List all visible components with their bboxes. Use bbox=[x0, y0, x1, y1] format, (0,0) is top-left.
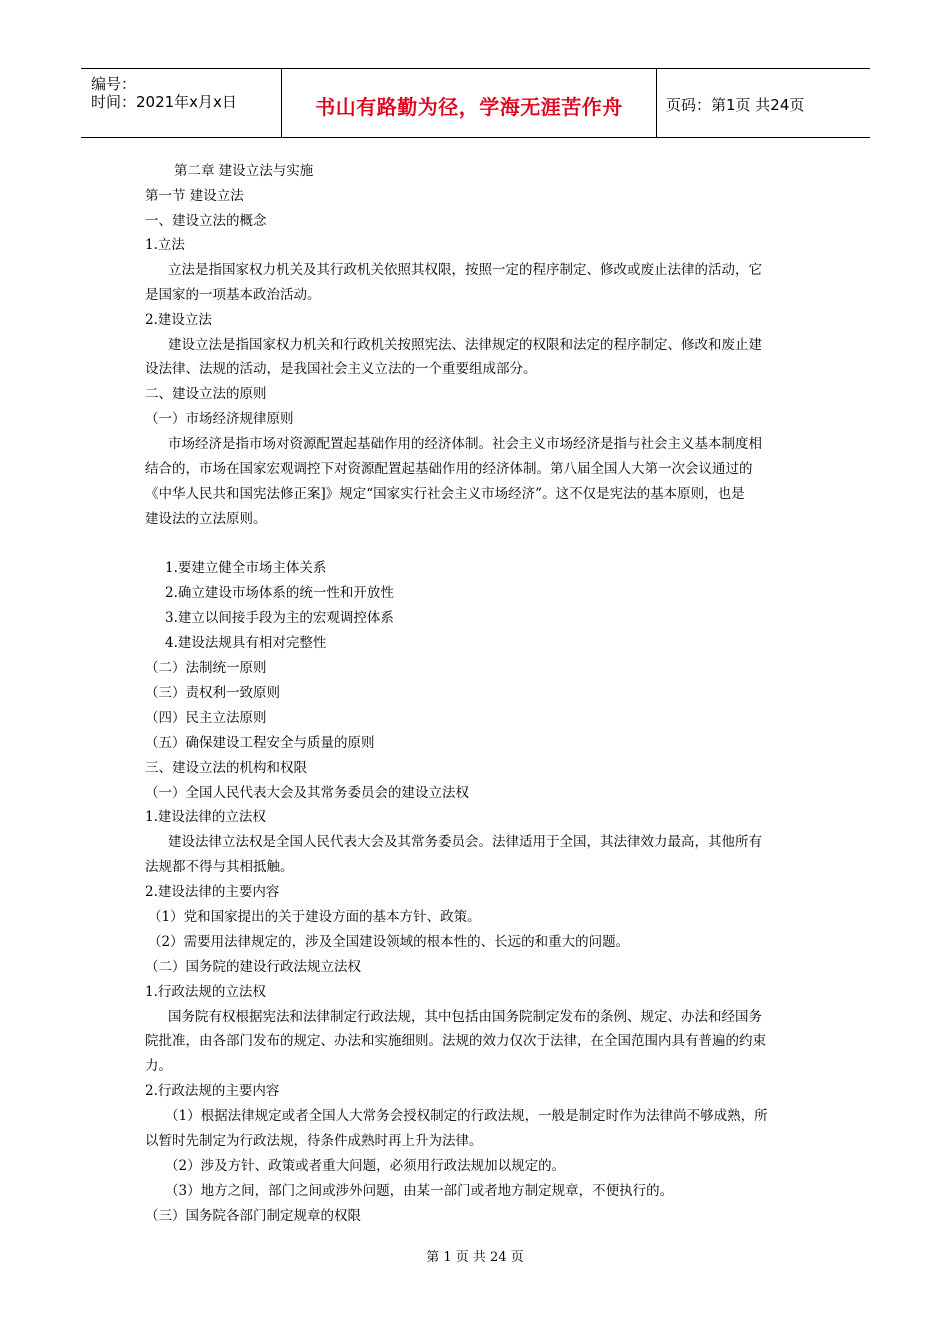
heading: 一、建设立法的概念 bbox=[145, 213, 267, 229]
paragraph-line: 《中华人民共和国宪法修正案]》规定“国家实行社会主义市场经济”。这不仅是宪法的基本原则，也是 bbox=[145, 486, 745, 502]
paragraph-line: 设法律、法规的活动，是我国社会主义立法的一个重要组成部分。 bbox=[145, 361, 537, 377]
subheading: （三）责权利一致原则 bbox=[145, 685, 280, 701]
list-item: 3.建立以间接手段为主的宏观调控体系 bbox=[165, 610, 394, 626]
paragraph-line: 是国家的一项基本政治活动。 bbox=[145, 287, 321, 303]
list-item: （2）需要用法律规定的，涉及全国建设领域的根本性的、长远的和重大的问题。 bbox=[148, 934, 630, 950]
list-item: （1）党和国家提出的关于建设方面的基本方针、政策。 bbox=[148, 909, 481, 925]
subheading: （一）市场经济规律原则 bbox=[145, 411, 294, 427]
subheading: （二）国务院的建设行政法规立法权 bbox=[145, 959, 361, 975]
subheading: （五）确保建设工程安全与质量的原则 bbox=[145, 735, 375, 751]
paragraph-line: 建设立法是指国家权力机关和行政机关按照宪法、法律规定的权限和法定的程序制定、修改和废止建 bbox=[168, 337, 762, 353]
heading: 三、建设立法的机构和权限 bbox=[145, 760, 307, 776]
list-item: （2）涉及方针、政策或者重大问题，必须用行政法规加以规定的。 bbox=[165, 1158, 566, 1174]
paragraph-line: 建设法的立法原则。 bbox=[145, 511, 267, 527]
subheading: 1.行政法规的立法权 bbox=[145, 984, 266, 1000]
subheading: 1.立法 bbox=[145, 237, 185, 253]
list-item: （3）地方之间，部门之间或涉外问题，由某一部门或者地方制定规章，不便执行的。 bbox=[165, 1183, 674, 1199]
paragraph-line: 院批准，由各部门发布的规定、办法和实施细则。法规的效力仅次于法律，在全国范围内具有普遍的约束 bbox=[145, 1033, 766, 1049]
paragraph-line: 市场经济是指市场对资源配置起基础作用的经济体制。社会主义市场经济是指与社会主义基本制度相 bbox=[168, 436, 762, 452]
paragraph-line: （1）根据法律规定或者全国人大常务会授权制定的行政法规，一般是制定时作为法律尚不够成熟，所 bbox=[165, 1108, 768, 1124]
document-header bbox=[81, 68, 870, 138]
paragraph-line: 力。 bbox=[145, 1058, 172, 1074]
subheading: （一）全国人民代表大会及其常务委员会的建设立法权 bbox=[145, 785, 469, 801]
header-meta-cell bbox=[81, 69, 282, 137]
subheading: 1.建设法律的立法权 bbox=[145, 809, 266, 825]
number-label: 编号： bbox=[91, 75, 137, 93]
paragraph-line: 立法是指国家权力机关及其行政机关依照其权限，按照一定的程序制定、修改或废止法律的活动，它 bbox=[168, 262, 762, 278]
paragraph-line: 结合的，市场在国家宏观调控下对资源配置起基础作用的经济体制。第八届全国人大第一次会议通过的 bbox=[145, 461, 753, 477]
slogan: 书山有路勤为径，学海无涯苦作舟 bbox=[315, 95, 623, 119]
paragraph-line: 以暂时先制定为行政法规，待条件成熟时再上升为法律。 bbox=[145, 1133, 483, 1149]
section-title: 第一节 建设立法 bbox=[145, 188, 244, 204]
subheading: （二）法制统一原则 bbox=[145, 660, 267, 676]
paragraph-line: 建设法律立法权是全国人民代表大会及其常务委员会。法律适用于全国，其法律效力最高，其他所有 bbox=[168, 834, 762, 850]
chapter-title: 第二章 建设立法与实施 bbox=[174, 163, 314, 179]
list-item: 2.确立建设市场体系的统一性和开放性 bbox=[165, 585, 394, 601]
paragraph-line: 法规都不得与其相抵触。 bbox=[145, 859, 294, 875]
header-slogan-cell bbox=[282, 69, 657, 137]
subheading: 2.行政法规的主要内容 bbox=[145, 1083, 280, 1099]
subheading: （三）国务院各部门制定规章的权限 bbox=[145, 1208, 361, 1224]
subheading: 2.建设立法 bbox=[145, 312, 212, 328]
subheading: 2.建设法律的主要内容 bbox=[145, 884, 280, 900]
list-item: 4.建设法规具有相对完整性 bbox=[165, 635, 327, 651]
time-label: 时间：2021年x月x日 bbox=[91, 93, 237, 111]
page-footer: 第 1 页 共 24 页 bbox=[426, 1250, 524, 1265]
page-info: 页码：第1页 共24页 bbox=[666, 96, 805, 114]
list-item: 1.要建立健全市场主体关系 bbox=[165, 560, 327, 576]
subheading: （四）民主立法原则 bbox=[145, 710, 267, 726]
paragraph-line: 国务院有权根据宪法和法律制定行政法规，其中包括由国务院制定发布的条例、规定、办法和经国务 bbox=[168, 1009, 762, 1025]
heading: 二、建设立法的原则 bbox=[145, 386, 267, 402]
